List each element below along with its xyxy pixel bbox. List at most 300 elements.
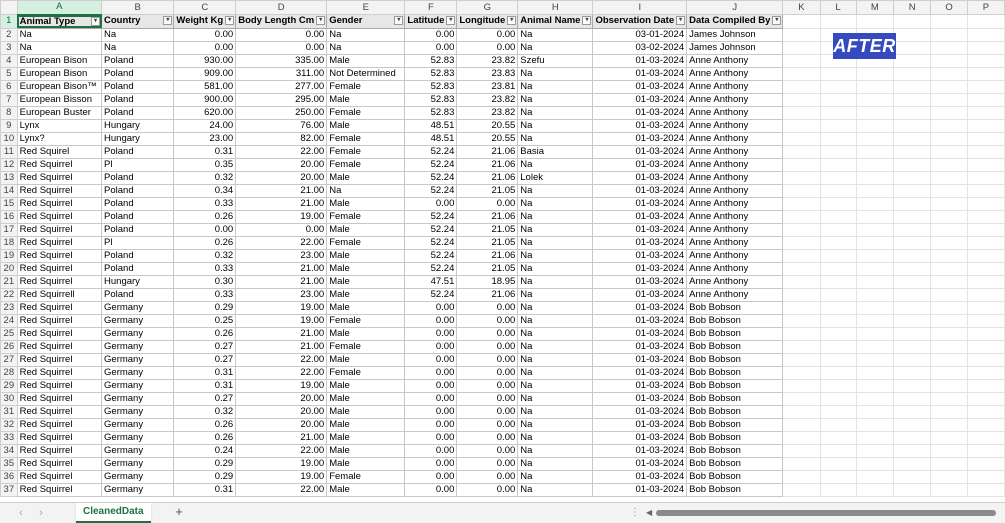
table-cell[interactable]: Germany <box>102 405 174 418</box>
table-cell[interactable]: 01-03-2024 <box>593 444 687 457</box>
table-cell[interactable]: Red Squirrel <box>17 301 101 314</box>
empty-cell[interactable] <box>931 405 968 418</box>
table-cell[interactable]: Female <box>327 340 405 353</box>
empty-cell[interactable] <box>856 184 893 197</box>
empty-cell[interactable] <box>820 301 856 314</box>
empty-cell[interactable] <box>967 275 1004 288</box>
empty-cell[interactable] <box>894 418 931 431</box>
empty-cell[interactable] <box>894 431 931 444</box>
table-cell[interactable]: James Johnson <box>687 28 783 41</box>
row-header[interactable]: 4 <box>1 54 18 67</box>
table-cell[interactable]: Red Squirrel <box>17 184 101 197</box>
table-cell[interactable]: 0.00 <box>405 405 457 418</box>
empty-cell[interactable] <box>967 67 1004 80</box>
table-cell[interactable]: 0.30 <box>174 275 236 288</box>
empty-cell[interactable] <box>931 28 968 41</box>
table-cell[interactable]: Female <box>327 366 405 379</box>
table-cell[interactable]: 52.24 <box>405 184 457 197</box>
empty-cell[interactable] <box>820 483 856 496</box>
empty-cell[interactable] <box>856 431 893 444</box>
table-cell[interactable]: 21.05 <box>457 236 518 249</box>
table-cell[interactable]: 0.31 <box>174 145 236 158</box>
empty-cell[interactable] <box>783 15 820 29</box>
empty-cell[interactable] <box>856 379 893 392</box>
table-cell[interactable]: Anne Anthony <box>687 67 783 80</box>
table-cell[interactable]: 01-03-2024 <box>593 483 687 496</box>
table-cell[interactable]: Szefu <box>518 54 593 67</box>
column-header-d[interactable]: D <box>236 1 327 15</box>
empty-cell[interactable] <box>783 223 820 236</box>
table-cell[interactable]: 03-02-2024 <box>593 41 687 54</box>
empty-cell[interactable] <box>967 444 1004 457</box>
table-cell[interactable]: Red Squirrel <box>17 340 101 353</box>
row-header[interactable]: 10 <box>1 132 18 145</box>
row-header[interactable]: 13 <box>1 171 18 184</box>
empty-cell[interactable] <box>820 340 856 353</box>
table-cell[interactable]: Red Squirrel <box>17 327 101 340</box>
table-cell[interactable]: Red Squirrel <box>17 444 101 457</box>
table-cell[interactable]: Na <box>518 444 593 457</box>
table-cell[interactable]: Na <box>518 132 593 145</box>
empty-cell[interactable] <box>931 379 968 392</box>
empty-cell[interactable] <box>856 171 893 184</box>
table-cell[interactable]: 0.00 <box>405 197 457 210</box>
table-cell[interactable]: Na <box>327 184 405 197</box>
empty-cell[interactable] <box>894 54 931 67</box>
empty-cell[interactable] <box>894 340 931 353</box>
empty-cell[interactable] <box>820 132 856 145</box>
table-cell[interactable]: Bob Bobson <box>687 418 783 431</box>
table-cell[interactable]: 22.00 <box>236 444 327 457</box>
empty-cell[interactable] <box>967 405 1004 418</box>
table-cell[interactable]: 52.83 <box>405 67 457 80</box>
empty-cell[interactable] <box>820 457 856 470</box>
empty-cell[interactable] <box>856 301 893 314</box>
table-cell[interactable]: Na <box>518 158 593 171</box>
empty-cell[interactable] <box>894 145 931 158</box>
filter-dropdown-icon[interactable]: ▾ <box>316 16 325 25</box>
empty-cell[interactable] <box>967 340 1004 353</box>
table-cell[interactable]: 01-03-2024 <box>593 379 687 392</box>
table-cell[interactable]: Female <box>327 158 405 171</box>
empty-cell[interactable] <box>783 457 820 470</box>
table-cell[interactable]: 01-03-2024 <box>593 236 687 249</box>
table-cell[interactable]: 22.00 <box>236 145 327 158</box>
empty-cell[interactable] <box>783 353 820 366</box>
table-cell[interactable]: Anne Anthony <box>687 210 783 223</box>
table-cell[interactable]: 52.24 <box>405 145 457 158</box>
empty-cell[interactable] <box>967 158 1004 171</box>
table-cell[interactable]: Na <box>518 275 593 288</box>
table-cell[interactable]: Germany <box>102 418 174 431</box>
table-cell[interactable]: Anne Anthony <box>687 223 783 236</box>
empty-cell[interactable] <box>783 158 820 171</box>
empty-cell[interactable] <box>820 210 856 223</box>
table-cell[interactable]: 0.00 <box>457 457 518 470</box>
empty-cell[interactable] <box>967 145 1004 158</box>
table-cell[interactable]: Anne Anthony <box>687 275 783 288</box>
empty-cell[interactable] <box>894 210 931 223</box>
empty-cell[interactable] <box>967 366 1004 379</box>
column-header-o[interactable]: O <box>931 1 968 15</box>
column-header-p[interactable]: P <box>967 1 1004 15</box>
row-header[interactable]: 12 <box>1 158 18 171</box>
table-cell[interactable]: 0.00 <box>457 444 518 457</box>
table-cell[interactable]: 0.00 <box>405 470 457 483</box>
empty-cell[interactable] <box>783 236 820 249</box>
table-cell[interactable]: European Bison <box>17 54 101 67</box>
table-cell[interactable]: Na <box>327 41 405 54</box>
table-cell[interactable]: Red Squirrel <box>17 470 101 483</box>
table-cell[interactable]: 0.34 <box>174 184 236 197</box>
table-cell[interactable]: 23.81 <box>457 80 518 93</box>
column-header-h[interactable]: H <box>518 1 593 15</box>
row-header[interactable]: 30 <box>1 392 18 405</box>
column-header-c[interactable]: C <box>174 1 236 15</box>
table-cell[interactable]: 52.24 <box>405 223 457 236</box>
column-header-f[interactable]: F <box>405 1 457 15</box>
table-cell[interactable]: Red Squirrel <box>17 405 101 418</box>
table-cell[interactable]: Poland <box>102 80 174 93</box>
table-cell[interactable]: Na <box>518 470 593 483</box>
table-cell[interactable]: Bob Bobson <box>687 327 783 340</box>
empty-cell[interactable] <box>783 431 820 444</box>
table-cell[interactable]: 76.00 <box>236 119 327 132</box>
table-cell[interactable]: 0.00 <box>457 340 518 353</box>
table-cell[interactable]: Red Squirrel <box>17 275 101 288</box>
table-cell[interactable]: 23.00 <box>236 288 327 301</box>
empty-cell[interactable] <box>967 223 1004 236</box>
horizontal-scrollbar[interactable] <box>656 510 996 516</box>
table-cell[interactable]: Poland <box>102 171 174 184</box>
empty-cell[interactable] <box>931 223 968 236</box>
empty-cell[interactable] <box>856 119 893 132</box>
row-header[interactable]: 33 <box>1 431 18 444</box>
filter-dropdown-icon[interactable]: ▾ <box>507 16 516 25</box>
table-cell[interactable]: 52.83 <box>405 106 457 119</box>
table-cell[interactable]: 01-03-2024 <box>593 470 687 483</box>
empty-cell[interactable] <box>894 457 931 470</box>
empty-cell[interactable] <box>783 171 820 184</box>
empty-cell[interactable] <box>931 184 968 197</box>
table-cell[interactable]: 0.00 <box>457 353 518 366</box>
empty-cell[interactable] <box>783 80 820 93</box>
empty-cell[interactable] <box>820 262 856 275</box>
table-cell[interactable]: Red Squirrel <box>17 392 101 405</box>
table-cell[interactable]: Na <box>518 236 593 249</box>
table-cell[interactable]: 0.27 <box>174 392 236 405</box>
empty-cell[interactable] <box>856 405 893 418</box>
table-cell[interactable]: Red Squirrel <box>17 366 101 379</box>
empty-cell[interactable] <box>967 54 1004 67</box>
table-cell[interactable]: 52.24 <box>405 262 457 275</box>
table-cell[interactable]: 24.00 <box>174 119 236 132</box>
table-cell[interactable]: 21.00 <box>236 431 327 444</box>
table-cell[interactable]: Na <box>518 366 593 379</box>
table-cell[interactable]: Na <box>518 93 593 106</box>
empty-cell[interactable] <box>894 483 931 496</box>
table-cell[interactable]: Female <box>327 314 405 327</box>
table-cell[interactable]: 19.00 <box>236 470 327 483</box>
empty-cell[interactable] <box>820 418 856 431</box>
table-cell[interactable]: 0.27 <box>174 340 236 353</box>
empty-cell[interactable] <box>931 106 968 119</box>
table-cell[interactable]: 01-03-2024 <box>593 119 687 132</box>
filter-dropdown-icon[interactable]: ▾ <box>163 16 172 25</box>
empty-cell[interactable] <box>856 444 893 457</box>
empty-cell[interactable] <box>967 184 1004 197</box>
empty-cell[interactable] <box>856 262 893 275</box>
table-cell[interactable]: 03-01-2024 <box>593 28 687 41</box>
table-cell[interactable]: European Bison™ <box>17 80 101 93</box>
row-header[interactable]: 29 <box>1 379 18 392</box>
empty-cell[interactable] <box>820 106 856 119</box>
table-cell[interactable]: 0.00 <box>405 327 457 340</box>
row-header[interactable]: 8 <box>1 106 18 119</box>
table-cell[interactable]: 23.83 <box>457 67 518 80</box>
empty-cell[interactable] <box>820 366 856 379</box>
table-cell[interactable]: Anne Anthony <box>687 80 783 93</box>
table-cell[interactable]: Red Squirrel <box>17 158 101 171</box>
table-cell[interactable]: 21.05 <box>457 184 518 197</box>
table-cell[interactable]: Anne Anthony <box>687 106 783 119</box>
empty-cell[interactable] <box>894 353 931 366</box>
table-cell[interactable]: 82.00 <box>236 132 327 145</box>
empty-cell[interactable] <box>856 80 893 93</box>
table-cell[interactable]: 0.00 <box>236 223 327 236</box>
empty-cell[interactable] <box>931 340 968 353</box>
table-cell[interactable]: Germany <box>102 392 174 405</box>
table-cell[interactable]: Red Squirel <box>17 145 101 158</box>
empty-cell[interactable] <box>783 41 820 54</box>
table-cell[interactable]: Poland <box>102 54 174 67</box>
table-cell[interactable]: Male <box>327 288 405 301</box>
table-cell[interactable]: 21.05 <box>457 223 518 236</box>
table-cell[interactable]: 0.33 <box>174 197 236 210</box>
table-cell[interactable]: 52.83 <box>405 80 457 93</box>
empty-cell[interactable] <box>967 236 1004 249</box>
empty-cell[interactable] <box>894 275 931 288</box>
table-cell[interactable]: Na <box>518 379 593 392</box>
table-cell[interactable]: 21.06 <box>457 158 518 171</box>
empty-cell[interactable] <box>931 210 968 223</box>
empty-cell[interactable] <box>967 28 1004 41</box>
table-cell[interactable]: 311.00 <box>236 67 327 80</box>
filter-dropdown-icon[interactable]: ▾ <box>394 16 403 25</box>
column-header-a[interactable]: A <box>17 1 101 15</box>
column-header-m[interactable]: M <box>856 1 893 15</box>
empty-cell[interactable] <box>856 366 893 379</box>
table-cell[interactable]: Male <box>327 262 405 275</box>
empty-cell[interactable] <box>967 301 1004 314</box>
table-cell[interactable]: 0.00 <box>405 28 457 41</box>
empty-cell[interactable] <box>931 80 968 93</box>
table-cell[interactable]: 0.27 <box>174 353 236 366</box>
table-cell[interactable]: 0.00 <box>457 314 518 327</box>
empty-cell[interactable] <box>931 483 968 496</box>
table-cell[interactable]: 0.35 <box>174 158 236 171</box>
empty-cell[interactable] <box>783 145 820 158</box>
empty-cell[interactable] <box>967 41 1004 54</box>
row-header[interactable]: 19 <box>1 249 18 262</box>
empty-cell[interactable] <box>856 483 893 496</box>
row-header[interactable]: 27 <box>1 353 18 366</box>
table-cell[interactable]: 0.26 <box>174 236 236 249</box>
empty-cell[interactable] <box>820 236 856 249</box>
table-cell[interactable]: 0.00 <box>405 314 457 327</box>
row-header[interactable]: 7 <box>1 93 18 106</box>
table-cell[interactable]: Na <box>518 197 593 210</box>
table-cell[interactable]: Red Squirrel <box>17 210 101 223</box>
table-cell[interactable]: 909.00 <box>174 67 236 80</box>
empty-cell[interactable] <box>931 119 968 132</box>
table-cell[interactable]: 20.00 <box>236 392 327 405</box>
table-cell[interactable]: 21.00 <box>236 197 327 210</box>
empty-cell[interactable] <box>894 171 931 184</box>
filter-dropdown-icon[interactable]: ▾ <box>225 16 234 25</box>
empty-cell[interactable] <box>820 145 856 158</box>
empty-cell[interactable] <box>783 288 820 301</box>
row-header[interactable]: 2 <box>1 28 18 41</box>
table-cell[interactable]: 0.00 <box>174 41 236 54</box>
empty-cell[interactable] <box>931 392 968 405</box>
empty-cell[interactable] <box>783 379 820 392</box>
table-cell[interactable]: Male <box>327 392 405 405</box>
empty-cell[interactable] <box>856 132 893 145</box>
table-cell[interactable]: Anne Anthony <box>687 249 783 262</box>
empty-cell[interactable] <box>931 301 968 314</box>
filter-dropdown-icon[interactable]: ▾ <box>676 16 685 25</box>
row-header[interactable]: 17 <box>1 223 18 236</box>
table-cell[interactable]: 21.06 <box>457 145 518 158</box>
table-cell[interactable]: 0.00 <box>457 418 518 431</box>
empty-cell[interactable] <box>856 145 893 158</box>
table-header-cell[interactable] <box>236 15 327 29</box>
row-header[interactable]: 26 <box>1 340 18 353</box>
table-header-cell[interactable] <box>102 15 174 29</box>
empty-cell[interactable] <box>931 54 968 67</box>
table-cell[interactable]: 930.00 <box>174 54 236 67</box>
table-cell[interactable]: Na <box>17 41 101 54</box>
table-cell[interactable]: 01-03-2024 <box>593 54 687 67</box>
empty-cell[interactable] <box>894 262 931 275</box>
empty-cell[interactable] <box>856 67 893 80</box>
table-cell[interactable]: Anne Anthony <box>687 132 783 145</box>
empty-cell[interactable] <box>820 171 856 184</box>
empty-cell[interactable] <box>820 379 856 392</box>
table-cell[interactable]: Red Squirrel <box>17 262 101 275</box>
table-cell[interactable]: Germany <box>102 457 174 470</box>
table-cell[interactable]: 21.00 <box>236 184 327 197</box>
empty-cell[interactable] <box>856 236 893 249</box>
filter-dropdown-icon[interactable]: ▾ <box>446 16 455 25</box>
table-cell[interactable]: 0.26 <box>174 327 236 340</box>
empty-cell[interactable] <box>967 93 1004 106</box>
empty-cell[interactable] <box>894 301 931 314</box>
empty-cell[interactable] <box>783 275 820 288</box>
row-header[interactable]: 37 <box>1 483 18 496</box>
table-cell[interactable]: 21.06 <box>457 288 518 301</box>
table-cell[interactable]: 01-03-2024 <box>593 93 687 106</box>
empty-cell[interactable] <box>967 379 1004 392</box>
empty-cell[interactable] <box>894 249 931 262</box>
table-cell[interactable]: 0.33 <box>174 288 236 301</box>
sheet-tab-cleaneddata[interactable]: CleanedData <box>76 503 151 523</box>
empty-cell[interactable] <box>856 314 893 327</box>
empty-cell[interactable] <box>783 28 820 41</box>
table-cell[interactable]: 0.32 <box>174 249 236 262</box>
table-cell[interactable]: 01-03-2024 <box>593 275 687 288</box>
table-cell[interactable]: 01-03-2024 <box>593 314 687 327</box>
row-header[interactable]: 6 <box>1 80 18 93</box>
empty-cell[interactable] <box>967 15 1004 29</box>
table-cell[interactable]: Male <box>327 431 405 444</box>
table-cell[interactable]: 18.95 <box>457 275 518 288</box>
empty-cell[interactable] <box>894 288 931 301</box>
empty-cell[interactable] <box>783 210 820 223</box>
table-cell[interactable]: 01-03-2024 <box>593 106 687 119</box>
empty-cell[interactable] <box>820 67 856 80</box>
empty-cell[interactable] <box>931 41 968 54</box>
empty-cell[interactable] <box>820 275 856 288</box>
empty-cell[interactable] <box>967 262 1004 275</box>
empty-cell[interactable] <box>894 41 931 54</box>
table-cell[interactable]: Red Squirrel <box>17 236 101 249</box>
empty-cell[interactable] <box>931 197 968 210</box>
row-header[interactable]: 35 <box>1 457 18 470</box>
table-cell[interactable]: 52.24 <box>405 288 457 301</box>
empty-cell[interactable] <box>783 132 820 145</box>
table-header-cell[interactable] <box>174 15 236 29</box>
empty-cell[interactable] <box>894 184 931 197</box>
row-header[interactable]: 34 <box>1 444 18 457</box>
empty-cell[interactable] <box>820 314 856 327</box>
empty-cell[interactable] <box>931 275 968 288</box>
table-cell[interactable]: Male <box>327 197 405 210</box>
table-cell[interactable]: Female <box>327 132 405 145</box>
table-cell[interactable]: 01-03-2024 <box>593 158 687 171</box>
table-cell[interactable]: Red Squirrel <box>17 457 101 470</box>
empty-cell[interactable] <box>856 457 893 470</box>
table-cell[interactable]: 01-03-2024 <box>593 431 687 444</box>
table-cell[interactable]: Na <box>518 210 593 223</box>
table-cell[interactable]: 01-03-2024 <box>593 132 687 145</box>
table-cell[interactable]: 01-03-2024 <box>593 327 687 340</box>
empty-cell[interactable] <box>894 158 931 171</box>
empty-cell[interactable] <box>820 119 856 132</box>
empty-cell[interactable] <box>931 288 968 301</box>
table-cell[interactable]: 0.00 <box>405 483 457 496</box>
table-cell[interactable]: Pl <box>102 158 174 171</box>
empty-cell[interactable] <box>894 67 931 80</box>
table-cell[interactable]: Anne Anthony <box>687 93 783 106</box>
table-cell[interactable]: 0.29 <box>174 457 236 470</box>
table-cell[interactable]: 0.00 <box>405 418 457 431</box>
table-cell[interactable]: European Buster <box>17 106 101 119</box>
table-cell[interactable]: Pl <box>102 236 174 249</box>
table-cell[interactable]: 0.00 <box>236 28 327 41</box>
empty-cell[interactable] <box>894 314 931 327</box>
table-cell[interactable]: Bob Bobson <box>687 431 783 444</box>
table-cell[interactable]: 21.05 <box>457 262 518 275</box>
table-cell[interactable]: 52.24 <box>405 171 457 184</box>
table-cell[interactable]: European Bison <box>17 67 101 80</box>
empty-cell[interactable] <box>820 288 856 301</box>
table-cell[interactable]: Bob Bobson <box>687 405 783 418</box>
table-cell[interactable]: 0.00 <box>457 379 518 392</box>
empty-cell[interactable] <box>967 353 1004 366</box>
table-cell[interactable]: 0.32 <box>174 171 236 184</box>
